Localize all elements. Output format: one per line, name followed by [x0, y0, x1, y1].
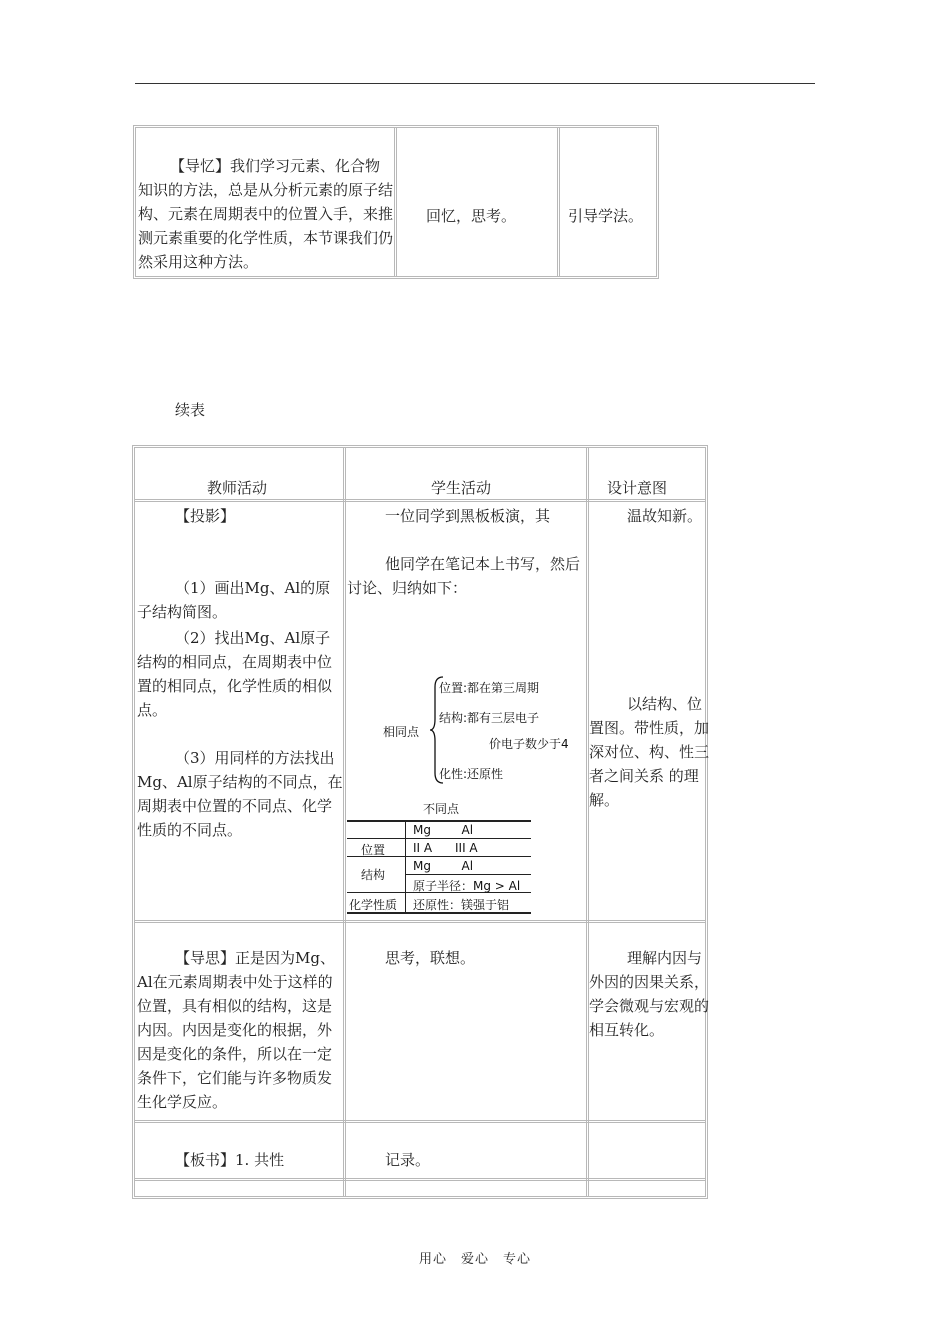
same-position: 位置:都在第三周期 — [439, 681, 540, 695]
diff-row-3-value: Mg Al — [413, 859, 474, 873]
diff-table-rule-3 — [405, 874, 531, 875]
same-chem: 化性:还原性 — [439, 767, 504, 781]
diff-row-5-value: 还原性：镁强于铝 — [413, 898, 510, 912]
same-valence: 价电子数少于4 — [489, 737, 569, 751]
same-points-diagram — [347, 673, 585, 793]
page-footer: 用心 爱心 专心 — [418, 1252, 531, 1267]
row1-teacher-p2: （2）找出Mg、Al原子结构的相同点，在周期表中位置的相同点，化学性质的相似点。 — [137, 629, 333, 719]
diff-row-2-label: 位置 — [361, 843, 386, 857]
row2-intent-text: 理解内因与外因的因果关系，学会微观与宏观的相互转化。 — [589, 949, 710, 1039]
table-2-row-divider-3 — [135, 1120, 705, 1123]
row3-teacher-text: 【板书】1. 共性 — [175, 1151, 285, 1169]
row1-intent-line2: 以结构、位置图。带性质，加深对位、构、性三者之间关系 的理解。 — [589, 695, 710, 809]
row1-student-line1: 一位同学到黑板板演，其 — [385, 507, 551, 525]
row1-teacher-p3: （3）用同样的方法找出Mg、Al原子结构的不同点，在周期表中位置的不同点、化学性质的不同点。 — [137, 749, 343, 839]
diff-row-2-value: II A III A — [413, 841, 478, 855]
diff-table-col-rule — [405, 820, 406, 912]
same-structure: 结构:都有三层电子 — [439, 711, 540, 725]
table-2 — [132, 445, 708, 1199]
row1-intent-line1: 温故知新。 — [627, 507, 703, 525]
row3-student-text: 记录。 — [385, 1151, 431, 1169]
continued-label: 续表 — [175, 401, 206, 419]
table-1-intent-text: 引导学法。 — [568, 207, 644, 225]
row1-teacher-p1: （1）画出Mg、Al的原子结构简图。 — [137, 579, 331, 621]
row1-student-line2: 他同学在笔记本上书写，然后讨论、归纳如下： — [347, 555, 581, 597]
diff-row-1-value: Mg Al — [413, 823, 474, 837]
table-2-divider-2 — [586, 448, 589, 1196]
header-rule — [135, 83, 815, 84]
diff-title: 不同点 — [423, 802, 460, 816]
table-2-row-divider-4 — [135, 1178, 705, 1181]
row1-teacher-title: 【投影】 — [175, 507, 236, 525]
diff-row-4-value: 原子半径：Mg > Al — [413, 879, 521, 893]
table-1-teacher-text: 【导忆】我们学习元素、化合物知识的方法，总是从分析元素的原子结构、元素在周期表中的位置入手，来推测元素重要的化学性质，本节课我们仍然采用这种方法。 — [138, 157, 394, 271]
diff-table-top-rule — [347, 820, 531, 822]
table-1 — [133, 125, 659, 279]
diff-table-rule-1 — [347, 838, 531, 839]
header-intent: 设计意图 — [607, 479, 668, 497]
row2-student-text: 思考，联想。 — [385, 949, 476, 967]
table-2-divider-1 — [343, 448, 346, 1196]
header-teacher: 教师活动 — [207, 479, 268, 497]
diff-row-5-label: 化学性质 — [349, 898, 398, 912]
header-student: 学生活动 — [431, 479, 492, 497]
table-1-divider-1 — [394, 128, 397, 276]
diff-row-3-label: 结构 — [361, 868, 386, 882]
table-2-row-divider-2 — [135, 920, 705, 923]
row2-teacher-text: 【导思】正是因为Mg、Al在元素周期表中处于这样的位置，具有相似的结构，这是内因。内因是变化的根据，外因是变化的条件，所以在一定条件下，它们能与许多物质发生化学反应。 — [137, 949, 335, 1111]
same-label: 相同点 — [383, 725, 420, 739]
diff-points-diagram — [347, 800, 533, 912]
table-1-student-text: 回忆，思考。 — [426, 207, 517, 225]
table-1-divider-2 — [557, 128, 560, 276]
